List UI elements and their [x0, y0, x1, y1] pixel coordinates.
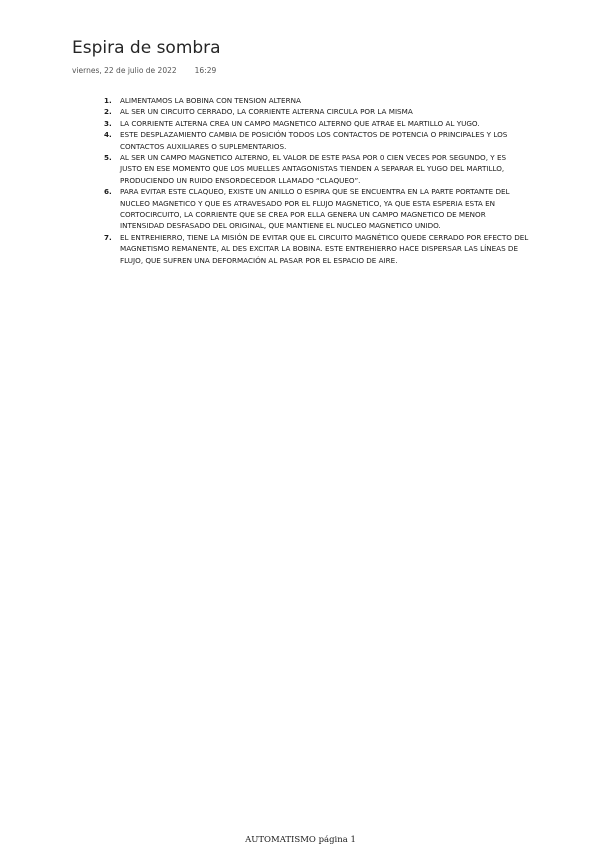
list-item: [104, 95, 529, 106]
list-item: [104, 232, 529, 266]
steps-list: [104, 95, 529, 266]
step-text: AL SER UN CIRCUITO CERRADO, LA CORRIENTE ALTERNA CIRCULA POR LA MISMA: [120, 107, 413, 117]
list-item: [104, 186, 529, 232]
page-time: 16:29: [194, 66, 217, 75]
step-number: 4.: [104, 130, 112, 140]
step-number: 2.: [104, 107, 112, 117]
step-text: AL SER UN CAMPO MAGNETICO ALTERNO, EL VALOR DE ESTE PASA POR 0 CIEN VECES POR SEGUNDO, Y ES JUSTO EN ESE MOMENTO QUE LOS MUELLES ANTAGONISTAS TIENDEN A SEPARAR EL YUGO DEL MARTILLO, PRODUCIENDO UN RUIDO ENSORDECEDOR LLAMADO “CLAQUEO”.: [120, 153, 507, 185]
page-footer: AUTOMATISMO página 1: [245, 835, 356, 845]
step-text: ALIMENTAMOS LA BOBINA CON TENSION ALTERNA: [120, 96, 301, 105]
step-text: ESTE DESPLAZAMIENTO CAMBIA DE POSICIÓN TODOS LOS CONTACTOS DE POTENCIA O PRINCIPALES Y LOS CONTACTOS AUXILIARES O SUPLEMENTARIOS.: [120, 130, 508, 151]
step-number: 6.: [104, 187, 112, 197]
page-date: viernes, 22 de julio de 2022: [72, 66, 177, 75]
step-text: LA CORRIENTE ALTERNA CREA UN CAMPO MAGNETICO ALTERNO QUE ATRAE EL MARTILLO AL YUGO.: [120, 118, 480, 128]
list-item: [104, 118, 529, 129]
page-meta: [72, 66, 216, 75]
list-item: [104, 106, 529, 117]
step-text: EL ENTREHIERRO, TIENE LA MISIÓN DE EVITAR QUE EL CIRCUITO MAGNÉTICO QUEDE CERRADO POR EFECTO DEL MAGNETISMO REMANENTE, AL DES EXCITAR LA BOBINA. ESTE ENTREHIERRO HACE DISPERSAR LAS LÍNEAS DE FLUJO, QUE SUFREN UNA DEFORMACIÓN AL PASAR POR EL ESPACIO DE AIRE.: [120, 232, 529, 265]
step-number: 5.: [104, 153, 112, 163]
step-number: 3.: [104, 118, 112, 128]
list-item: [104, 152, 529, 186]
step-number: 1.: [104, 96, 112, 105]
step-number: 7.: [104, 232, 112, 242]
page-title: Espira de sombra: [72, 38, 221, 58]
list-item: [104, 129, 529, 152]
step-text: PARA EVITAR ESTE CLAQUEO, EXISTE UN ANILLO O ESPIRA QUE SE ENCUENTRA EN LA PARTE PORTANTE DEL NUCLEO MAGNETICO Y QUE ES ATRAVESADO POR EL FLUJO MAGNETICO, YA QUE ESTA ESPERIA ESTA EN CORTOCIRCUITO, LA CORRIENTE QUE SE CREA POR ELLA GENERA UN CAMPO MAGNETICO DE MENOR INTENSIDAD DESFASADO DEL ORIGINAL, QUE MANTIENE EL NUCLEO MAGNETICO UNIDO.: [120, 187, 510, 231]
